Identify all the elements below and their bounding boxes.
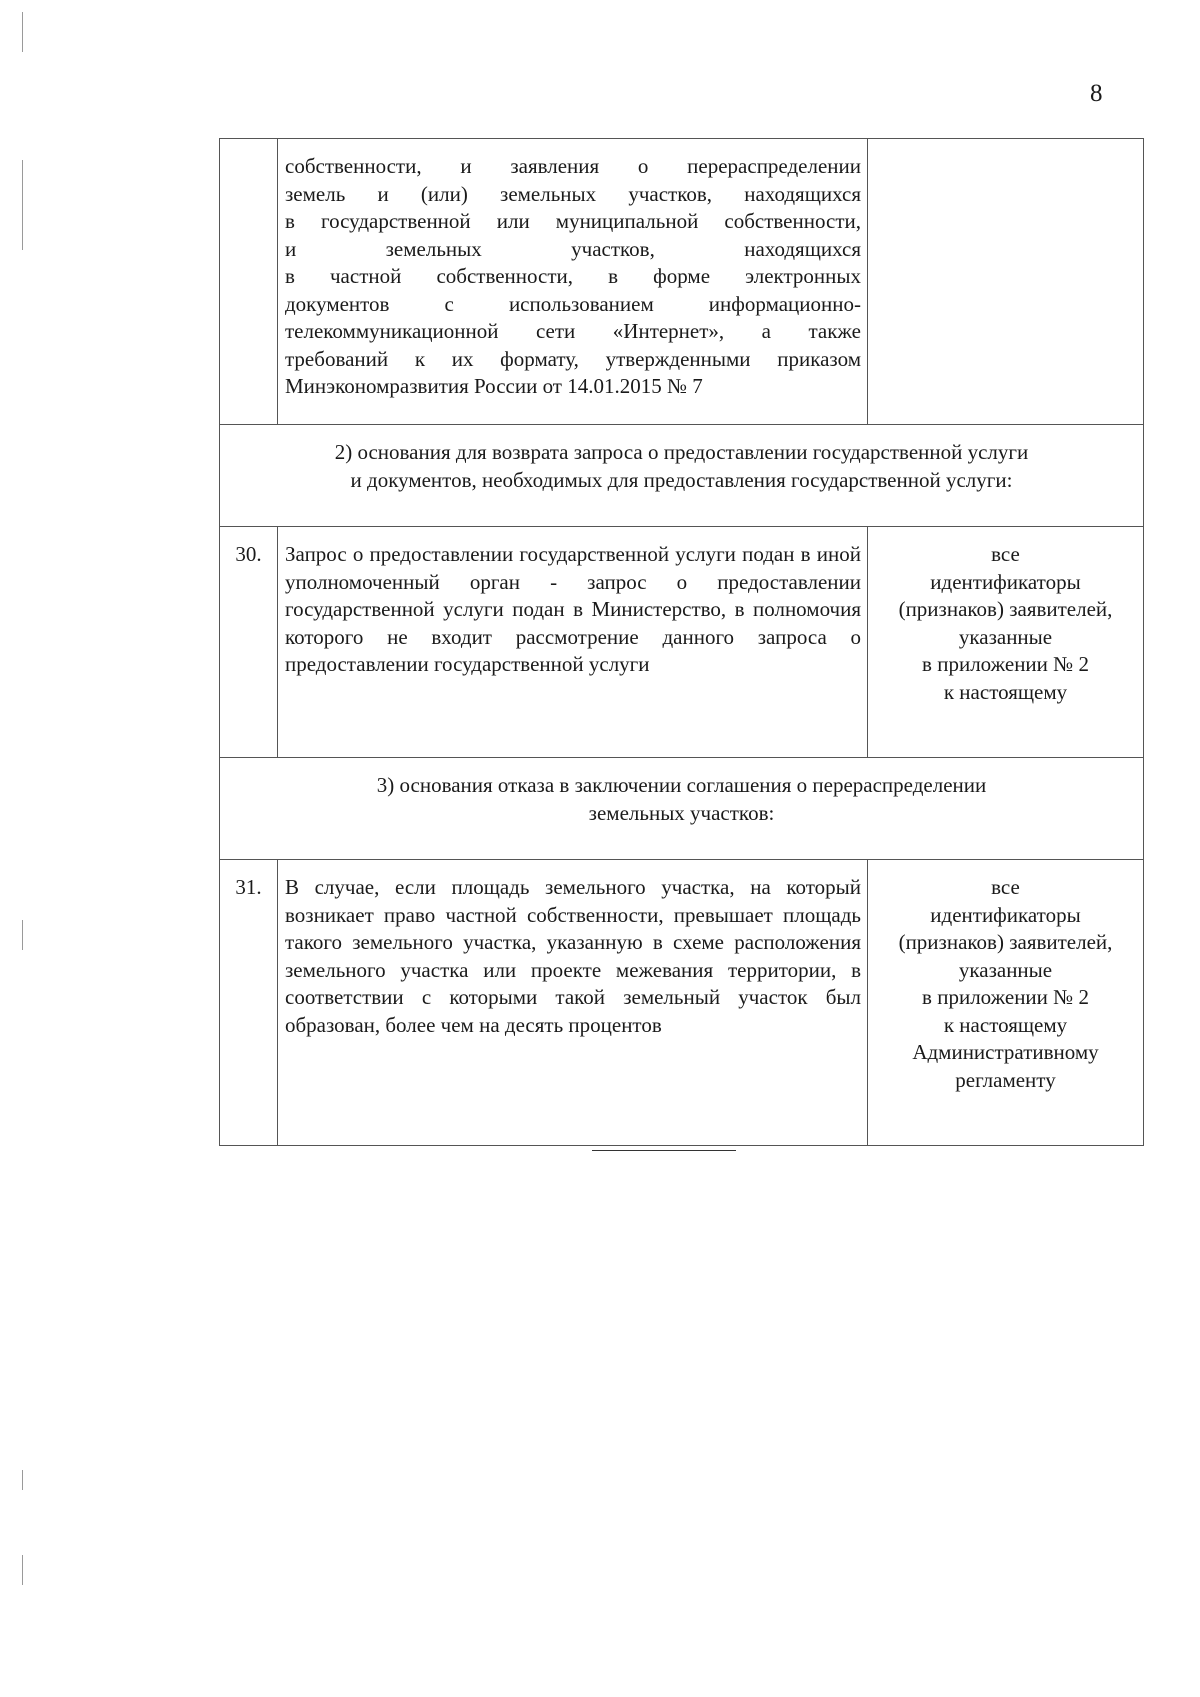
row-text: В случае, если площадь земельного участка, на который возникает право частной собственности, превышает площадь такого земельного участка, указанную в схеме расположения земельного участка или проекте межевания территории, в соответствии с которыми такой земельный участок был образован, более чем на десять процентов bbox=[278, 860, 868, 1146]
ids-line: к настоящему bbox=[943, 679, 1068, 704]
ids-line: все bbox=[991, 542, 1020, 566]
text-line: в государственной или муниципальной собственности, bbox=[285, 209, 861, 233]
row-text-cell bbox=[278, 139, 868, 425]
ids-line: в приложении № 2 bbox=[922, 985, 1089, 1009]
row-text: Запрос о предоставлении государственной услуги подан в иной уполномоченный орган - запрос о предоставлении государственной услуги подан в Министерство, в полномочия которого не входит рассмотрение данного запроса о предоставлении государственной услуги bbox=[278, 527, 868, 758]
table-row-continuation bbox=[220, 139, 1144, 425]
scan-margin-mark bbox=[22, 160, 23, 250]
row-number: 30. bbox=[220, 527, 278, 758]
text-line: земель и (или) земельных участков, находящихся bbox=[285, 181, 861, 206]
end-of-document-rule bbox=[592, 1150, 736, 1151]
row-number-cell bbox=[220, 139, 278, 425]
row-applicant-ids-cell bbox=[868, 139, 1144, 425]
text-line: требований к их формату, утвержденными приказом bbox=[285, 346, 861, 371]
page-number: 8 bbox=[1090, 80, 1103, 107]
text-line: и земельных участков, находящихся bbox=[285, 236, 861, 261]
ids-line: в приложении № 2 bbox=[922, 652, 1089, 676]
section-heading-refusal bbox=[220, 758, 1144, 860]
ids-line: Административному bbox=[912, 1040, 1099, 1064]
section-heading-line: 2) основания для возврата запроса о предоставлении государственной услуги bbox=[334, 440, 1029, 464]
ids-line: к настоящему bbox=[943, 1012, 1068, 1037]
scan-margin-mark bbox=[22, 12, 23, 52]
text-line: Минэкономразвития России от 14.01.2015 № 7 bbox=[285, 374, 703, 398]
section-heading-row bbox=[220, 425, 1144, 527]
row-applicant-ids bbox=[868, 527, 1144, 758]
ids-line: указанные bbox=[958, 624, 1053, 649]
table-row-31 bbox=[220, 860, 1144, 1146]
ids-line: идентификаторы bbox=[930, 902, 1081, 927]
grounds-table bbox=[219, 138, 1144, 1146]
section-heading-line: 3) основания отказа в заключении соглашения о перераспределении bbox=[376, 773, 987, 797]
row-applicant-ids bbox=[868, 860, 1144, 1146]
ids-line: указанные bbox=[958, 957, 1053, 982]
text-line: документов с использованием информационно- bbox=[285, 291, 861, 316]
ids-line: регламенту bbox=[955, 1067, 1056, 1092]
ids-line: (признаков) заявителей, bbox=[898, 930, 1113, 954]
scan-margin-mark bbox=[22, 1555, 23, 1585]
text-line: телекоммуникационной сети «Интернет», а также bbox=[285, 319, 861, 343]
scan-margin-mark bbox=[22, 1470, 23, 1490]
text-line: в частной собственности, в форме электронных bbox=[285, 264, 861, 288]
row-number: 31. bbox=[220, 860, 278, 1146]
scan-margin-mark bbox=[22, 920, 23, 950]
table-row-30 bbox=[220, 527, 1144, 758]
ids-line: идентификаторы bbox=[930, 569, 1081, 594]
section-heading-line: и документов, необходимых для предоставления государственной услуги: bbox=[350, 467, 1013, 492]
section-heading-row bbox=[220, 758, 1144, 860]
ids-line: все bbox=[991, 875, 1020, 899]
text-line: собственности, и заявления о перераспределении bbox=[285, 154, 861, 178]
section-heading-return bbox=[220, 425, 1144, 527]
ids-line: (признаков) заявителей, bbox=[898, 597, 1113, 621]
section-heading-line: земельных участков: bbox=[588, 800, 775, 825]
